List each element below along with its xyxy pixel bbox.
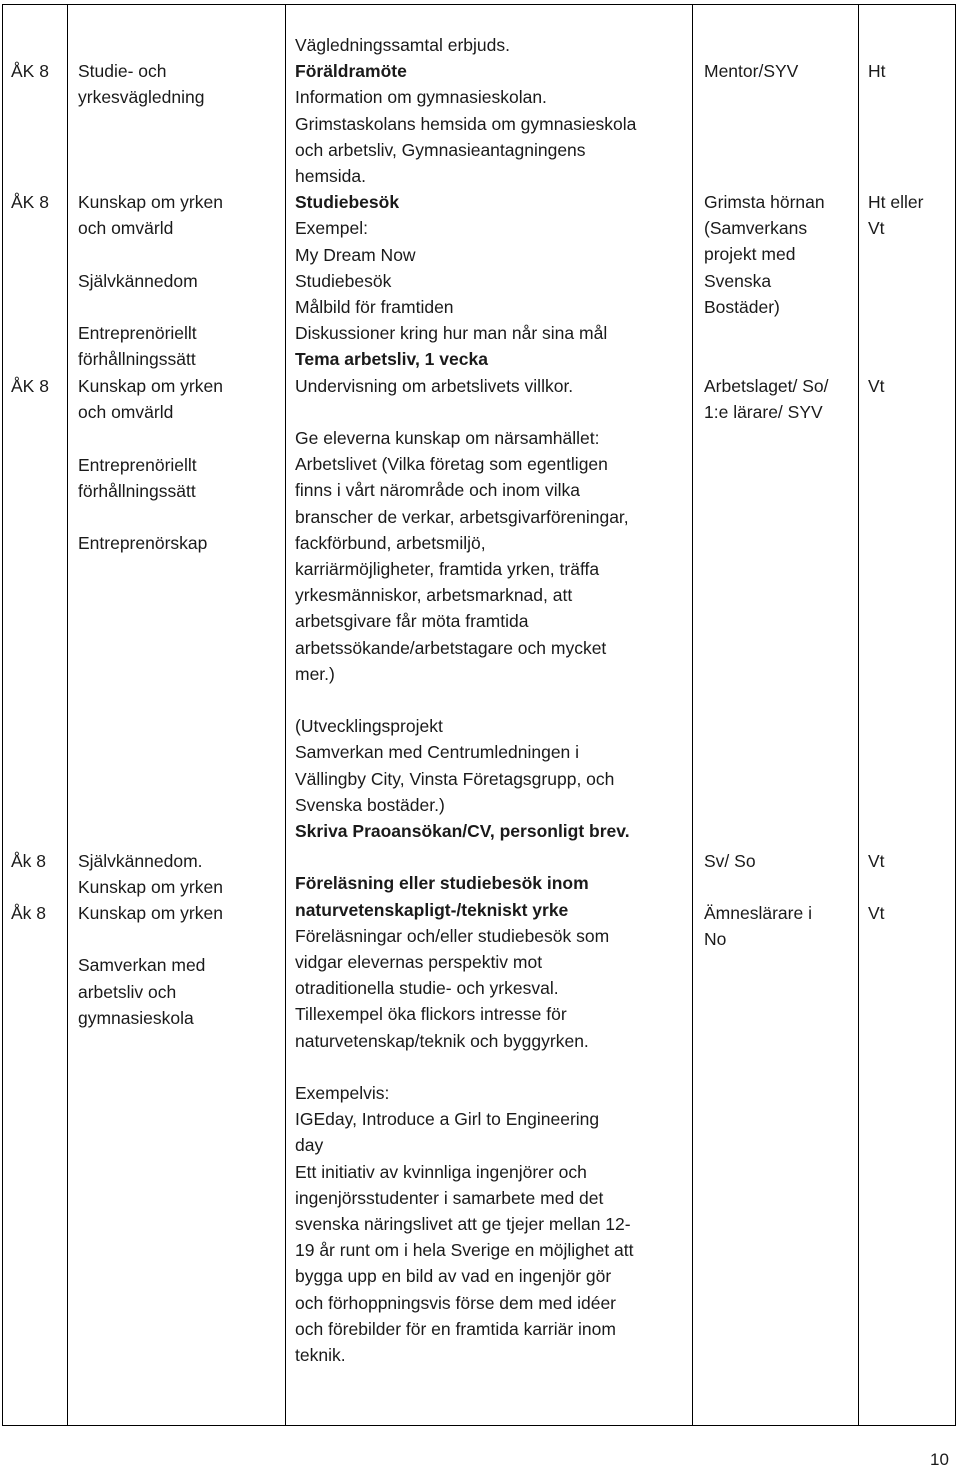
- content-line: svenska näringslivet att ge tjejer mellan 12-: [295, 1214, 631, 1235]
- term-cell-row-3: Vt: [868, 376, 885, 396]
- content-line: Exempelvis:: [295, 1083, 390, 1104]
- content-line: och arbetsliv, Gymnasieantagningens: [295, 139, 586, 160]
- content-line: Vällingby City, Vinsta Företagsgrupp, och: [295, 768, 615, 789]
- responsible-cell-row-3: Arbetslaget/ So/ 1:e lärare/ SYV: [704, 376, 829, 423]
- term-cell-row-5: Vt: [868, 903, 885, 923]
- content-line: mer.): [295, 663, 335, 684]
- content-line: Exempel:: [295, 218, 368, 239]
- table-border-top: [2, 4, 956, 5]
- content-line: yrkesmänniskor, arbetsmarknad, att: [295, 585, 573, 606]
- responsible-cell-row-1: Mentor/SYV: [704, 61, 799, 81]
- content-line: Tillexempel öka flickors intresse för: [295, 1004, 567, 1025]
- content-line: My Dream Now: [295, 244, 416, 265]
- year-cell-row-5: Åk 8: [11, 903, 47, 923]
- content-line: day: [295, 1135, 324, 1156]
- responsible-cell-row-5: Ämneslärare i No: [704, 903, 812, 950]
- year-cell-row-3: ÅK 8: [11, 376, 49, 396]
- content-line: och förhoppningsvis förse dem med idéer: [295, 1292, 617, 1313]
- content-line: IGEday, Introduce a Girl to Engineering: [295, 1109, 600, 1130]
- content-line: vidgar elevernas perspektiv mot: [295, 952, 543, 973]
- area-cell-row-5: Kunskap om yrken Samverkan med arbetsliv och gymnasieskola: [78, 903, 223, 1028]
- content-line: Undervisning om arbetslivets villkor.: [295, 375, 574, 396]
- year-cell-row-2: ÅK 8: [11, 192, 49, 212]
- content-line: finns i vårt närområde och inom vilka: [295, 480, 580, 501]
- area-cell-row-1: Studie- och yrkesvägledning: [78, 61, 205, 108]
- content-line: teknik.: [295, 1345, 346, 1366]
- content-heading: Tema arbetsliv, 1 vecka: [295, 349, 488, 370]
- content-column: [295, 32, 636, 1368]
- area-cell-row-3: Kunskap om yrken och omvärld Entreprenöriellt förhållningssätt Entreprenörskap: [78, 376, 223, 554]
- content-line: Målbild för framtiden: [295, 297, 454, 318]
- content-line: Information om gymnasieskolan.: [295, 87, 547, 108]
- column-divider-1: [67, 4, 68, 1426]
- term-cell-row-4: Vt: [868, 851, 885, 871]
- content-line: Vägledningssamtal erbjuds.: [295, 35, 510, 55]
- content-heading: Studiebesök: [295, 192, 400, 213]
- content-line: branscher de verkar, arbetsgivarföreningar,: [295, 506, 629, 527]
- content-line: naturvetenskap/teknik och byggyrken.: [295, 1030, 589, 1051]
- column-divider-4: [858, 4, 859, 1426]
- content-line: 19 år runt om i hela Sverige en möjlighet att: [295, 1240, 634, 1261]
- content-heading: Föräldramöte: [295, 61, 407, 82]
- content-line: Ett initiativ av kvinnliga ingenjörer och: [295, 1161, 587, 1182]
- content-line: Grimstaskolans hemsida om gymnasieskola: [295, 113, 637, 134]
- content-line: arbetsgivare får möta framtida: [295, 611, 529, 632]
- content-line: hemsida.: [295, 166, 367, 187]
- table-border-bottom: [2, 1425, 956, 1426]
- content-line: Arbetslivet (Vilka företag som egentligen: [295, 454, 608, 475]
- term-cell-row-1: Ht: [868, 61, 886, 81]
- content-line: och förebilder för en framtida karriär inom: [295, 1318, 616, 1339]
- responsible-cell-row-4: Sv/ So: [704, 851, 756, 871]
- content-line: Samverkan med Centrumledningen i: [295, 742, 580, 763]
- year-cell-row-4: Åk 8: [11, 851, 47, 871]
- column-divider-2: [285, 4, 286, 1426]
- page-number: 10: [930, 1450, 949, 1469]
- table-border-left: [2, 4, 3, 1426]
- content-line: Föreläsningar och/eller studiebesök som: [295, 925, 610, 946]
- year-cell-row-1: ÅK 8: [11, 61, 49, 81]
- content-line: Ge eleverna kunskap om närsamhället:: [295, 428, 600, 449]
- content-heading: Skriva Praoansökan/CV, personligt brev.: [295, 821, 630, 842]
- column-divider-3: [692, 4, 693, 1426]
- content-line: fackförbund, arbetsmiljö,: [295, 532, 486, 553]
- content-line: bygga upp en bild av vad en ingenjör gör: [295, 1266, 612, 1287]
- content-line: otraditionella studie- och yrkesval.: [295, 978, 559, 999]
- content-line: karriärmöjligheter, framtida yrken, träffa: [295, 559, 600, 580]
- content-line: (Utvecklingsprojekt: [295, 716, 443, 737]
- area-cell-row-2: Kunskap om yrken och omvärld Självkännedom Entreprenöriellt förhållningssätt: [78, 192, 223, 370]
- content-heading: Föreläsning eller studiebesök inom: [295, 873, 589, 894]
- content-line: ingenjörsstudenter i samarbete med det: [295, 1187, 604, 1208]
- area-cell-row-4: Självkännedom. Kunskap om yrken: [78, 851, 223, 898]
- content-line: Diskussioner kring hur man når sina mål: [295, 323, 608, 344]
- content-line: arbetssökande/arbetstagare och mycket: [295, 637, 607, 658]
- responsible-cell-row-2: Grimsta hörnan (Samverkans projekt med Svenska Bostäder): [704, 192, 825, 317]
- content-heading: naturvetenskapligt-/tekniskt yrke: [295, 899, 569, 920]
- term-cell-row-2: Ht eller Vt: [868, 192, 924, 239]
- table-border-right: [955, 4, 956, 1426]
- content-line: Svenska bostäder.): [295, 794, 445, 815]
- content-line: Studiebesök: [295, 270, 392, 291]
